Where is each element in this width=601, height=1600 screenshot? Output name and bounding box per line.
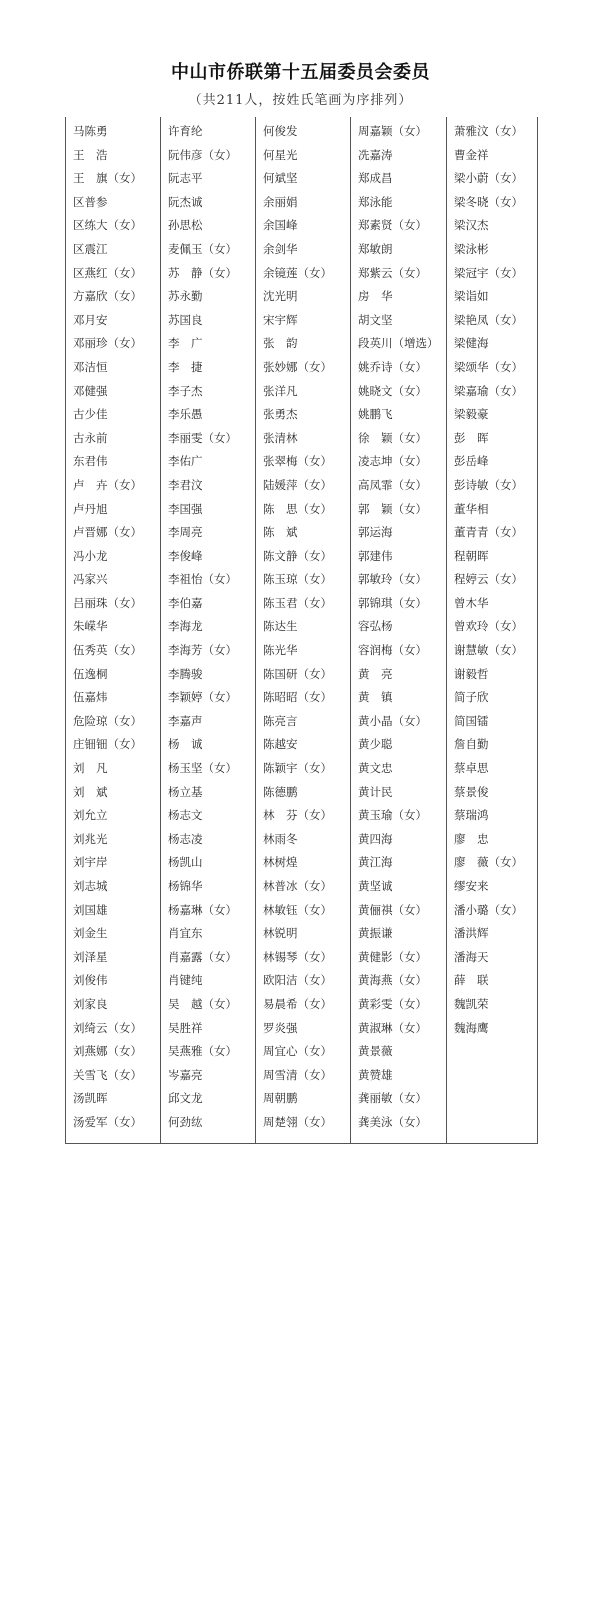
member-name: 陈光华 [263,643,298,658]
member-name: 梁嘉瑜（女） [454,383,523,398]
member-name: 陈玉君（女） [263,595,332,610]
member-name: 肖键纯 [168,973,203,988]
member-name: 刘绮云（女） [73,1020,142,1035]
member-name: 潘小璐（女） [454,902,523,917]
member-name: 沈光明 [263,289,298,304]
member-name: 周雪清（女） [263,1067,332,1082]
member-name: 欧阳洁（女） [263,973,332,988]
member-name: 梁冬晓（女） [454,194,523,209]
member-name: 詹自勤 [454,737,489,752]
roster-column-3 [256,117,351,1143]
member-name: 刘宇岸 [73,855,108,870]
member-name: 梁泳彬 [454,241,489,256]
member-name: 曹金祥 [454,147,489,162]
member-name: 凌志坤（女） [358,454,427,469]
member-name: 林雨冬 [263,831,298,846]
member-name: 缪安来 [454,879,489,893]
member-name: 陈国研（女） [263,666,332,681]
member-name: 简子欣 [454,690,489,705]
member-name: 梁小蔚（女） [454,171,523,186]
member-name: 黄淑琳（女） [358,1020,427,1035]
member-name: 郭运海 [358,525,393,540]
member-name: 姚鹏飞 [358,407,393,422]
member-name: 陈德鹏 [263,784,298,799]
member-name: 简国镭 [454,713,489,728]
member-name: 李海芳（女） [168,643,237,658]
member-name: 吴燕雅（女） [168,1044,237,1059]
member-name: 邓健强 [73,383,108,398]
member-name: 朱嵘华 [73,619,108,634]
member-name: 伍逸桐 [73,666,108,681]
member-name: 杨 诚 [168,737,203,752]
member-name: 梁艳凤（女） [454,312,523,327]
member-name: 董青青（女） [454,525,523,540]
document-title: 中山市侨联第十五届委员会委员 [171,62,430,83]
member-name: 李俊峰 [168,548,203,563]
member-name: 吕丽珠（女） [73,595,142,610]
member-name: 卢丹旭 [73,501,108,516]
member-name: 杨志凌 [168,831,203,846]
member-name: 梁诣如 [454,289,489,304]
member-name: 张洋凡 [263,383,298,398]
member-name: 黄振谦 [358,926,393,941]
member-name: 张 韵 [263,336,298,351]
member-name: 孙思松 [168,218,203,233]
member-name: 黄计民 [358,784,393,799]
member-name: 张妙娜（女） [263,359,332,374]
member-name: 魏凯荣 [454,996,489,1011]
member-name: 危险琼（女） [73,713,142,728]
member-name: 梁健海 [454,336,489,351]
member-name: 李海龙 [168,619,203,634]
member-name: 龚美泳（女） [358,1114,427,1129]
member-name: 陆媛萍（女） [263,477,332,492]
member-name: 张清林 [263,430,298,445]
member-name: 林锐明 [263,926,298,941]
member-name: 苏永勤 [168,289,203,304]
member-name: 周嘉颖（女） [358,124,427,138]
member-name: 杨立基 [168,784,203,799]
member-name: 魏海鹰 [454,1020,489,1035]
member-name: 李伯嘉 [168,595,203,610]
member-name: 姚乔诗（女） [358,359,427,374]
member-name: 潘海天 [454,949,489,964]
member-name: 区震江 [73,241,108,256]
member-name: 邓洁恒 [73,359,108,374]
member-name: 李周亮 [168,525,203,540]
member-name: 方嘉欣（女） [73,289,142,304]
member-name: 黄江海 [358,855,393,870]
roster-column-4 [351,117,447,1143]
member-name: 蔡卓思 [454,761,489,776]
member-name: 林普冰（女） [263,879,332,893]
member-name: 林锡琴（女） [263,949,332,964]
member-name: 林敏钰（女） [263,902,332,917]
member-name: 李嘉声 [168,713,203,728]
member-name: 廖 薇（女） [454,855,523,870]
member-name: 刘志城 [73,879,108,893]
member-name: 伍嘉炜 [73,690,108,705]
member-name: 刘兆光 [73,831,108,846]
member-name: 彭诗敏（女） [454,477,523,492]
member-name: 黄健影（女） [358,949,427,964]
member-name: 郭敏玲（女） [358,572,427,587]
member-name: 陈 斌 [263,525,298,540]
member-name: 苏 静（女） [168,265,237,280]
member-name: 邱文龙 [168,1091,203,1106]
member-name: 杨玉坚（女） [168,761,237,776]
member-name: 萧雅汶（女） [454,124,523,138]
member-name: 黄俪祺（女） [358,902,427,917]
member-name: 王 旗（女） [73,171,142,186]
member-name: 薛 联 [454,973,489,988]
member-name: 刘允立 [73,808,108,823]
member-name: 郭 颖（女） [358,501,427,516]
member-name: 古少佳 [73,407,108,422]
member-name: 黄少聪 [358,737,393,752]
member-name: 郑敏朗 [358,241,393,256]
member-name: 何俊发 [263,124,298,138]
member-name: 林 芬（女） [263,808,332,823]
member-name: 陈昭昭（女） [263,690,332,705]
member-name: 刘泽星 [73,949,108,964]
member-name: 余丽娟 [263,194,298,209]
member-name: 马陈勇 [73,124,108,138]
roster-column-5 [447,117,537,1143]
member-name: 杨锦华 [168,879,203,893]
member-name: 郑成昌 [358,171,393,186]
member-name: 易晨希（女） [263,996,332,1011]
member-name: 苏国良 [168,312,203,327]
member-name: 张勇杰 [263,407,298,422]
member-name: 李国强 [168,501,203,516]
member-name: 冼嘉涛 [358,147,393,162]
member-name: 陈亮言 [263,713,298,728]
member-name: 伍秀英（女） [73,643,142,658]
member-roster [65,117,538,1144]
member-name: 陈玉琼（女） [263,572,332,587]
member-name: 高凤霏（女） [358,477,427,492]
member-name: 梁冠宇（女） [454,265,523,280]
member-name: 李乐愚 [168,407,203,422]
member-name: 杨嘉琳（女） [168,902,237,917]
member-name: 郭建伟 [358,548,393,563]
member-name: 庄钿钿（女） [73,737,142,752]
member-name: 邓月安 [73,312,108,327]
member-name: 郑泳能 [358,194,393,209]
member-name: 陈文静（女） [263,548,332,563]
member-name: 岑嘉亮 [168,1067,203,1082]
member-name: 黄赞雄 [358,1067,393,1082]
member-name: 余国峰 [263,218,298,233]
member-name: 许育纶 [168,124,203,138]
member-name: 黄彩雯（女） [358,996,427,1011]
member-name: 容润梅（女） [358,643,427,658]
member-name: 彭 晖 [454,430,489,445]
member-name: 关雪飞（女） [73,1067,142,1082]
member-name: 吴 越（女） [168,996,237,1011]
member-name: 曾木华 [454,595,489,610]
member-name: 卢晋娜（女） [73,525,142,540]
member-name: 蔡景俊 [454,784,489,799]
member-name: 梁毅豪 [454,407,489,422]
member-name: 古永前 [73,430,108,445]
member-name: 姚晓文（女） [358,383,427,398]
member-name: 阮杰诚 [168,194,203,209]
member-name: 陈 思（女） [263,501,332,516]
member-name: 杨志文 [168,808,203,823]
member-name: 梁颂华（女） [454,359,523,374]
member-name: 段英川（增选） [358,336,439,351]
member-name: 徐 颖（女） [358,430,427,445]
member-name: 郑素贤（女） [358,218,427,233]
member-name: 周楚翎（女） [263,1114,332,1129]
member-name: 陈越安 [263,737,298,752]
member-name: 李君汶 [168,477,203,492]
member-name: 刘燕娜（女） [73,1044,142,1059]
member-name: 区燕红（女） [73,265,142,280]
member-name: 阮志平 [168,171,203,186]
member-name: 吴胜祥 [168,1020,203,1035]
member-name: 蔡瑞鸿 [454,808,489,823]
member-name: 谢慧敏（女） [454,643,523,658]
member-name: 王 浩 [73,147,108,162]
member-name: 李子杰 [168,383,203,398]
member-name: 汤爱军（女） [73,1114,142,1129]
member-name: 何斌坚 [263,171,298,186]
member-name: 刘俊伟 [73,973,108,988]
member-name: 区练大（女） [73,218,142,233]
member-name: 黄 亮 [358,666,393,681]
member-name: 黄海燕（女） [358,973,427,988]
member-name: 黄四海 [358,831,393,846]
member-name: 余剑华 [263,241,298,256]
member-name: 黄 镇 [358,690,393,705]
member-name: 李腾骏 [168,666,203,681]
member-name: 李佑广 [168,454,203,469]
member-name: 廖 忠 [454,831,489,846]
member-name: 黄坚诚 [358,879,393,893]
member-name: 刘 斌 [73,784,108,799]
member-name: 麦佩玉（女） [168,241,237,256]
member-name: 何星光 [263,147,298,162]
member-name: 程婷云（女） [454,572,523,587]
member-name: 张翠梅（女） [263,454,332,469]
member-name: 东君伟 [73,454,108,469]
member-name: 黄景薇 [358,1044,393,1059]
member-name: 罗炎强 [263,1020,298,1035]
member-name: 李丽雯（女） [168,430,237,445]
member-name: 肖嘉露（女） [168,949,237,964]
member-name: 胡文坚 [358,312,393,327]
member-name: 刘国雄 [73,902,108,917]
member-name: 郭锦琪（女） [358,595,427,610]
member-name: 区普参 [73,194,108,209]
member-name: 彭岳峰 [454,454,489,469]
roster-column-1 [66,117,161,1143]
member-name: 汤凯晖 [73,1091,108,1106]
member-name: 刘 凡 [73,761,108,776]
member-name: 阮伟彦（女） [168,147,237,162]
member-name: 周宜心（女） [263,1044,332,1059]
member-name: 曾欢玲（女） [454,619,523,634]
member-name: 李 捷 [168,359,203,374]
member-name: 房 华 [358,289,393,304]
member-name: 杨凯山 [168,855,203,870]
member-name: 李 广 [168,336,203,351]
member-name: 谢毅哲 [454,666,489,681]
member-name: 邓丽珍（女） [73,336,142,351]
member-name: 梁汉杰 [454,218,489,233]
member-name: 董华相 [454,501,489,516]
member-name: 陈达生 [263,619,298,634]
member-name: 黄小晶（女） [358,713,427,728]
member-name: 程朝晖 [454,548,489,563]
member-name: 刘家良 [73,996,108,1011]
member-name: 刘金生 [73,926,108,941]
member-name: 冯家兴 [73,572,108,587]
member-name: 黄玉瑜（女） [358,808,427,823]
member-name: 宋宇辉 [263,312,298,327]
member-name: 冯小龙 [73,548,108,563]
member-name: 卢 卉（女） [73,477,142,492]
member-name: 余镜莲（女） [263,265,332,280]
document-subtitle: （共211人，按姓氏笔画为序排列） [188,93,413,108]
member-name: 林树煌 [263,855,298,870]
member-name: 李祖怡（女） [168,572,237,587]
member-name: 陈颖宇（女） [263,761,332,776]
member-name: 容弘杨 [358,619,393,634]
member-name: 李颖婷（女） [168,690,237,705]
member-name: 郑紫云（女） [358,265,427,280]
member-name: 何劲纮 [168,1114,203,1129]
member-name: 龚丽敏（女） [358,1091,427,1106]
member-name: 黄文忠 [358,761,393,776]
roster-column-2 [161,117,256,1143]
member-name: 肖宜东 [168,926,203,941]
member-name: 周朝鹏 [263,1091,298,1106]
member-name: 潘洪辉 [454,926,489,941]
